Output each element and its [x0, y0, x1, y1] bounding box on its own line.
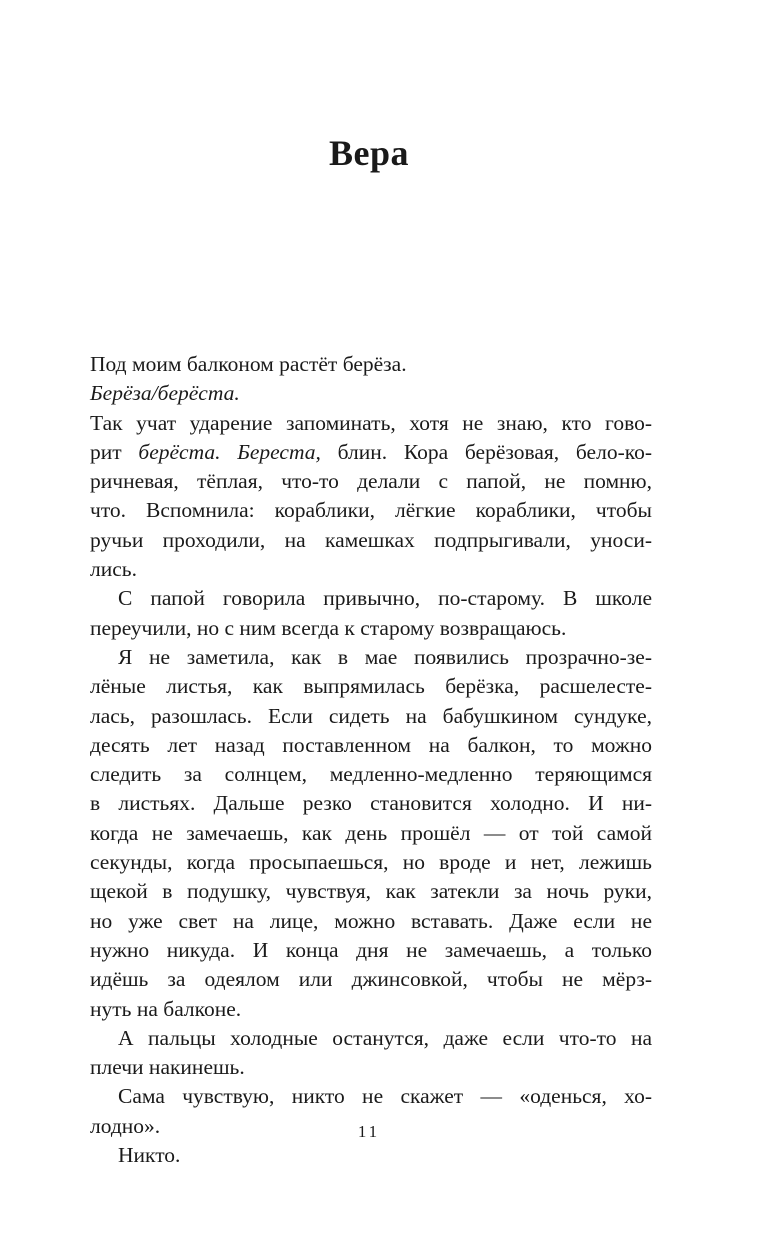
text-line: [90, 438, 652, 467]
chapter-title: Вера: [328, 133, 409, 173]
text-line: следить за солнцем, медленно-медленно теряющимся: [90, 762, 652, 787]
text-line: в листьях. Дальше резко становится холодно. И ни-: [90, 791, 652, 816]
text-line: секунды, когда просыпаешься, но вроде и нет, лежишь: [90, 850, 652, 875]
text-line: лась, разошлась. Если сидеть на бабушкином сундуке,: [90, 703, 652, 728]
text-line: десять лет назад поставленном на балкон, то можно: [90, 732, 652, 757]
text-line: ричневая, тёплая, что-то делали с папой, не помню,: [90, 469, 652, 494]
text-line: лёные листья, как выпрямилась берёзка, расшелесте-: [90, 674, 652, 699]
text-line: Никто.: [118, 1143, 181, 1168]
text-line: но уже свет на лице, можно вставать. Даже если не: [90, 908, 652, 933]
text-line: Я не заметила, как в мае появились прозрачно-зе-: [118, 644, 652, 669]
text-segment: блин. Кора берёзовая, бело-ко-: [320, 439, 653, 464]
text-line: плечи накинешь.: [90, 1055, 245, 1080]
text-line: [90, 379, 652, 408]
text-line: переучили, но с ним всегда к старому возвращаюсь.: [90, 615, 567, 640]
text-line: Сама чувствую, никто не скажет — «оденься, хо-: [118, 1084, 652, 1109]
page-number: 11: [357, 1122, 381, 1141]
text-line: ручьи проходили, на камешках подпрыгивали, уноси-: [90, 527, 652, 552]
text-line: нуть на балконе.: [90, 996, 242, 1021]
text-line: лись.: [90, 557, 137, 582]
chapter-body: [90, 350, 652, 1170]
text-line: С папой говорила привычно, по-старому. В школе: [118, 586, 652, 611]
text-line: щекой в подушку, чувствуя, как затекли за ночь руки,: [90, 879, 652, 904]
italic-text: берёста. Береста,: [138, 439, 321, 464]
italic-text: Берёза/берёста.: [90, 381, 240, 406]
text-line: когда не замечаешь, как день прошёл — от той самой: [90, 820, 652, 845]
text-line: идёшь за одеялом или джинсовкой, чтобы не мёрз-: [90, 967, 652, 992]
text-line: нужно никуда. И конца дня не замечаешь, а только: [90, 937, 652, 962]
text-line: Так учат ударение запоминать, хотя не знаю, кто гово-: [90, 410, 652, 435]
text-line: что. Вспомнила: кораблики, лёгкие кораблики, чтобы: [90, 498, 652, 523]
text-line: лодно».: [90, 1113, 161, 1138]
text-line: А пальцы холодные останутся, даже если что-то на: [118, 1025, 652, 1050]
text-line: Под моим балконом растёт берёза.: [90, 352, 407, 376]
text-segment: рит: [90, 439, 139, 464]
